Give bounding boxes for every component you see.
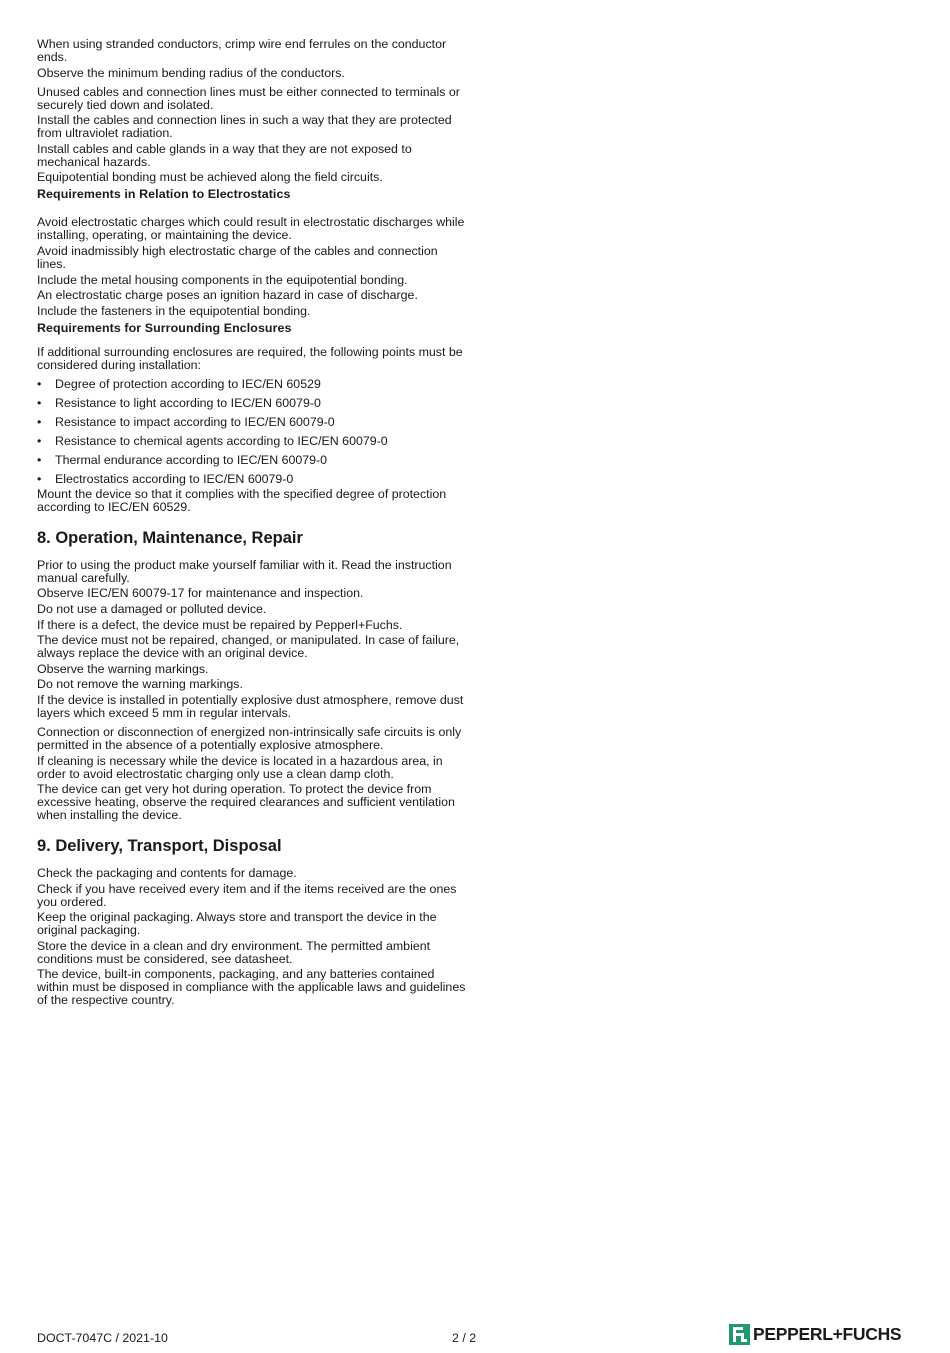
paragraph: Connection or disconnection of energized non-intrinsically safe circuits is only permitted in the absence of a potentially explosive atmosphere. [37, 724, 462, 752]
list-item: • Thermal endurance according to IEC/EN 60079-0 [37, 454, 467, 467]
paragraph: Avoid inadmissibly high electrostatic charge of the cables and connection lines. [37, 243, 438, 271]
section-8-heading: 8. Operation, Maintenance, Repair [37, 528, 303, 547]
paragraph: An electrostatic charge poses an ignition hazard in case of discharge. [37, 288, 418, 303]
list-item: • Resistance to impact according to IEC/EN 60079-0 [37, 416, 467, 429]
paragraph: Observe IEC/EN 60079-17 for maintenance and inspection. [37, 586, 364, 601]
pepperl-fuchs-logo-icon [729, 1324, 750, 1345]
paragraph: Check if you have received every item and if the items received are the ones you ordered. [37, 881, 457, 909]
document-id: DOCT-7047C / 2021-10 [37, 1331, 168, 1345]
list-item: • Degree of protection according to IEC/EN 60529 [37, 378, 467, 391]
paragraph: If cleaning is necessary while the device is located in a hazardous area, in order to avoid electrostatic charging only use a clean damp cloth. [37, 753, 443, 781]
paragraph: Observe the warning markings. [37, 661, 209, 676]
paragraph: Include the fasteners in the equipotential bonding. [37, 303, 311, 318]
paragraph: The device, built-in components, packaging, and any batteries contained within must be disposed in compliance with the applicable laws and guidelines of the respective country. [37, 967, 466, 1008]
paragraph: Check the packaging and contents for damage. [37, 866, 297, 881]
paragraph: If the device is installed in potentially explosive dust atmosphere, remove dust layers which exceed 5 mm in regular intervals. [37, 692, 464, 720]
paragraph: Install cables and cable glands in a way that they are not exposed to mechanical hazards. [37, 141, 412, 169]
electrostatics-heading: Requirements in Relation to Electrostatics [37, 187, 291, 202]
paragraph: When using stranded conductors, crimp wire end ferrules on the conductor ends. [37, 37, 447, 64]
paragraph: If additional surrounding enclosures are required, the following points must be considered during installation: [37, 344, 463, 372]
paragraph: The device can get very hot during operation. To protect the device from excessive heating, observe the required clearances and sufficient ventilation when installing the device. [37, 782, 455, 823]
enclosure-requirements-list [37, 378, 467, 486]
brand-logo [729, 1323, 901, 1345]
main-column [37, 38, 467, 1010]
list-item: • Electrostatics according to IEC/EN 60079-0 [37, 473, 467, 486]
paragraph: Keep the original packaging. Always store and transport the device in the original packaging. [37, 910, 437, 938]
paragraph: Mount the device so that it complies with the specified degree of protection according to IEC/EN 60529. [37, 486, 447, 514]
paragraph: Observe the minimum bending radius of the conductors. [37, 65, 345, 80]
paragraph: Do not remove the warning markings. [37, 677, 243, 692]
paragraph: Avoid electrostatic charges which could result in electrostatic discharges while installing, operating, or maintaining the device. [37, 215, 465, 243]
section-9-heading: 9. Delivery, Transport, Disposal [37, 837, 282, 856]
paragraph: Do not use a damaged or polluted device. [37, 601, 267, 616]
paragraph: Unused cables and connection lines must be either connected to terminals or securely tied down and isolated. [37, 84, 460, 112]
brand-name: PEPPERL+FUCHS [753, 1323, 902, 1344]
paragraph: Install the cables and connection lines in such a way that they are protected from ultraviolet radiation. [37, 113, 452, 141]
list-item: • Resistance to chemical agents according to IEC/EN 60079-0 [37, 435, 467, 448]
paragraph: If there is a defect, the device must be repaired by Pepperl+Fuchs. [37, 617, 403, 632]
list-item: • Resistance to light according to IEC/EN 60079-0 [37, 397, 467, 410]
paragraph: Store the device in a clean and dry environment. The permitted ambient conditions must be considered, see datasheet. [37, 938, 431, 966]
paragraph: The device must not be repaired, changed, or manipulated. In case of failure, always replace the device with an original device. [37, 633, 460, 661]
enclosures-heading: Requirements for Surrounding Enclosures [37, 320, 292, 335]
paragraph: Prior to using the product make yourself familiar with it. Read the instruction manual carefully. [37, 557, 452, 585]
paragraph: Equipotential bonding must be achieved along the field circuits. [37, 170, 383, 185]
paragraph: Include the metal housing components in the equipotential bonding. [37, 272, 408, 287]
page-number: 2 / 2 [452, 1331, 477, 1345]
